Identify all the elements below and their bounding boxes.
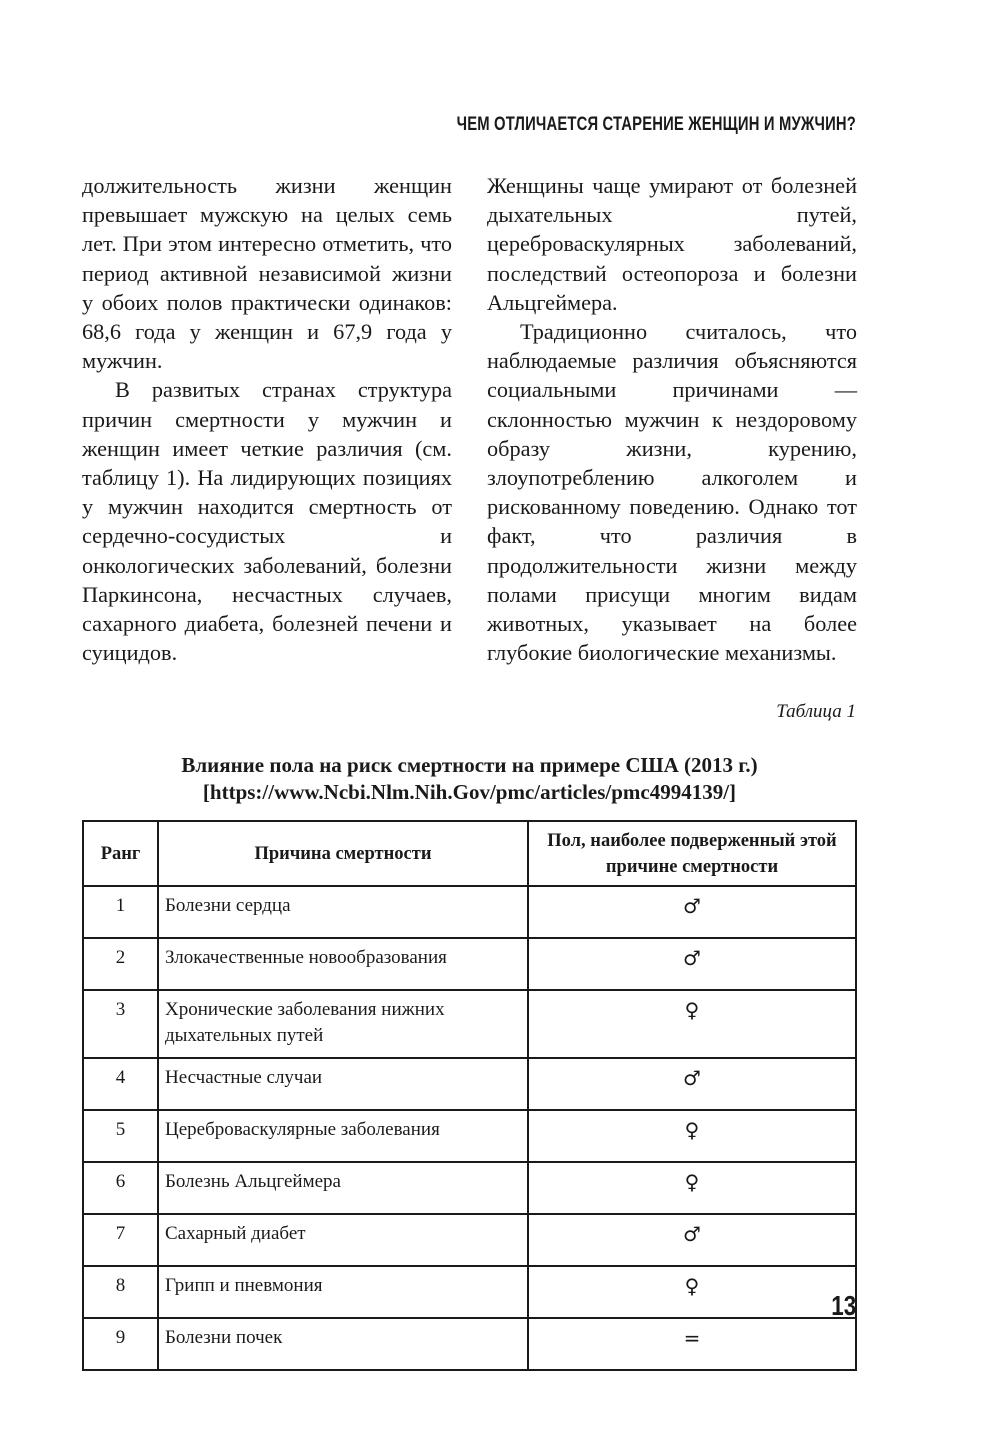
cell-cause: Злокачественные новообразования [158,938,528,990]
table-title [82,752,857,806]
table-row [83,1266,856,1318]
left-paragraph-1: должительность жизни женщин превышает мужскую на целых семь лет. При этом интересно отметить, что период активной независимой жизни у обоих полов практически одинаков: 68,6 года у женщин и 67,9 года у мужчин. [82,173,452,374]
cell-cause: Болезни почек [158,1318,528,1370]
female-symbol-icon: ♀ [528,1266,856,1318]
cell-rank: 7 [83,1214,158,1266]
cell-cause: Сахарный диабет [158,1214,528,1266]
female-symbol-icon: ♀ [528,1110,856,1162]
table-row [83,1162,856,1214]
male-symbol-icon: ♂ [528,1058,856,1110]
cell-rank: 1 [83,886,158,938]
running-head: ЧЕМ ОТЛИЧАЕТСЯ СТАРЕНИЕ ЖЕНЩИН И МУЖЧИН? [456,114,856,135]
table-title-line-1: Влияние пола на риск смертности на примере США (2013 г.) [181,753,758,777]
male-symbol-icon: ♂ [528,886,856,938]
cell-rank: 5 [83,1110,158,1162]
table-title-source: [https://www.Ncbi.Nlm.Nih.Gov/pmc/articles/pmc4994139/] [202,780,737,804]
table-row [83,990,856,1058]
cell-cause: Несчастные случаи [158,1058,528,1110]
cell-cause: Хронические заболевания нижних дыхательных путей [158,990,528,1058]
table-header-row [83,821,856,886]
cell-rank: 9 [83,1318,158,1370]
right-paragraph-2: Традиционно считалось, что наблюдаемые различия объясняются социальными причинами — склонностью мужчин к нездоровому образу жизни, курению, злоупотреблению алкоголем и рискованному поведению. Однако тот факт, что различия в продолжительности жизни между полами присущи многим видам животных, указывает на более глубокие биологические механизмы. [487,319,857,666]
page-number: 13 [831,1290,856,1321]
left-column [82,171,452,667]
cell-cause: Грипп и пневмония [158,1266,528,1318]
table-row [83,1318,856,1370]
cell-rank: 8 [83,1266,158,1318]
male-symbol-icon: ♂ [528,938,856,990]
header-sex: Пол, наиболее подверженный этой причине смертности [528,821,856,886]
right-paragraph-1: Женщины чаще умирают от болезней дыхательных путей, цереброваскулярных заболеваний, последствий остеопороза и болезни Альцгеймера. [487,173,857,315]
female-symbol-icon: ♀ [528,1162,856,1214]
table-row [83,1214,856,1266]
male-symbol-icon: ♂ [528,1214,856,1266]
header-cause: Причина смертности [158,821,528,886]
cell-rank: 2 [83,938,158,990]
table-row [83,1058,856,1110]
female-symbol-icon: ♀ [528,990,856,1058]
cell-cause: Болезни сердца [158,886,528,938]
equal-symbol-icon: = [528,1318,856,1370]
cell-cause: Болезнь Альцгеймера [158,1162,528,1214]
left-paragraph-2: В развитых странах структура причин смертности у мужчин и женщин имеет четкие различия (см. таблицу 1). На лидирующих позициях у мужчин находится смертность от сердечно-сосудистых и онкологических заболеваний, болезни Паркинсона, несчастных случаев, сахарного диабета, болезней печени и суицидов. [82,377,452,666]
cell-rank: 6 [83,1162,158,1214]
table-row [83,886,856,938]
mortality-table [82,820,857,1371]
cell-rank: 4 [83,1058,158,1110]
table-label: Таблица 1 [776,701,856,722]
cell-cause: Цереброваскулярные заболевания [158,1110,528,1162]
table-row [83,1110,856,1162]
cell-rank: 3 [83,990,158,1058]
right-column [487,171,857,667]
table-row [83,938,856,990]
header-rank: Ранг [83,821,158,886]
